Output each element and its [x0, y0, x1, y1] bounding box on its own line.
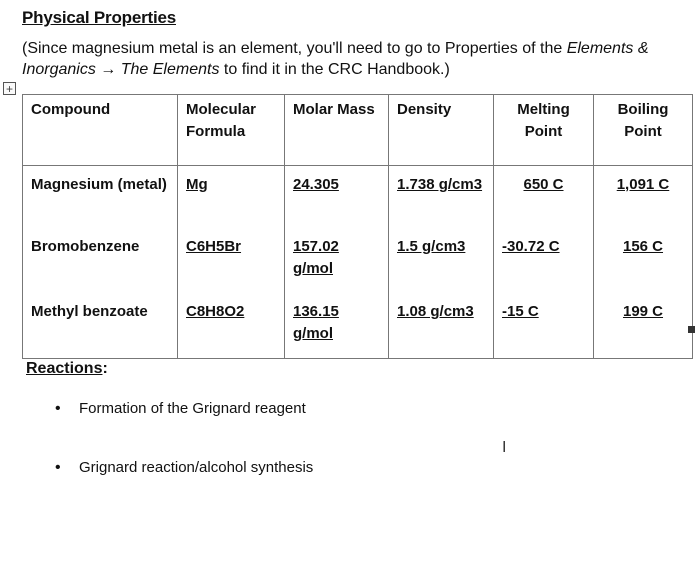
header-melting-point: Melting Point: [494, 95, 594, 166]
header-boiling-point: Boiling Point: [594, 95, 693, 166]
note-line2-rest: to find it in the CRC Handbook.): [219, 61, 450, 78]
reference-note: [22, 38, 700, 80]
note-line1-italic: Elements &: [566, 40, 649, 57]
cell-compound: Magnesium (metal): [23, 166, 178, 231]
list-item: [55, 400, 306, 418]
header-density: Density: [389, 95, 494, 166]
table-row: [23, 166, 693, 231]
note-line2-italic-b: The Elements: [120, 61, 220, 78]
cell-formula: C6H5Br: [178, 230, 285, 295]
properties-table: [22, 94, 693, 359]
header-molar-mass: Molar Mass: [285, 95, 389, 166]
bullet-icon: •: [55, 459, 61, 476]
cell-density: 1.08 g/cm3: [389, 295, 494, 359]
table-row: [23, 295, 693, 359]
resize-handle-icon[interactable]: [688, 326, 695, 333]
cell-molar-mass: 157.02 g/mol: [285, 230, 389, 295]
cell-boiling-point: 199 C: [594, 295, 693, 359]
text-cursor-icon: I: [502, 439, 507, 456]
reaction-item-text: Formation of the Grignard reagent: [79, 400, 306, 417]
list-item: [55, 459, 313, 477]
note-line1: (Since magnesium metal is an element, you'll need to go to Properties of the: [22, 40, 567, 57]
cell-density: 1.5 g/cm3: [389, 230, 494, 295]
reactions-heading: Reactions:: [26, 360, 108, 377]
cell-formula: C8H8O2: [178, 295, 285, 359]
cell-molar-mass: 24.305: [285, 166, 389, 231]
cell-boiling-point: 1,091 C: [594, 166, 693, 231]
table-row: [23, 230, 693, 295]
reaction-item-text: Grignard reaction/alcohol synthesis: [79, 459, 314, 476]
cell-boiling-point: 156 C: [594, 230, 693, 295]
cell-compound: Methyl benzoate: [23, 295, 178, 359]
bullet-icon: •: [55, 400, 61, 417]
cell-formula: Mg: [178, 166, 285, 231]
cell-density: 1.738 g/cm3: [389, 166, 494, 231]
page-title: Physical Properties: [22, 8, 176, 27]
cell-molar-mass: 136.15 g/mol: [285, 295, 389, 359]
note-line2-italic-a: Inorganics: [22, 61, 96, 78]
cell-compound: Bromobenzene: [23, 230, 178, 295]
move-icon[interactable]: +: [3, 82, 16, 95]
header-formula: Molecular Formula: [178, 95, 285, 166]
arrow-icon: →: [100, 61, 117, 78]
cell-melting-point: -30.72 C: [494, 230, 594, 295]
table-header-row: [23, 95, 693, 166]
cell-melting-point: 650 C: [494, 166, 594, 231]
cell-melting-point: -15 C: [494, 295, 594, 359]
header-compound: Compound: [23, 95, 178, 166]
